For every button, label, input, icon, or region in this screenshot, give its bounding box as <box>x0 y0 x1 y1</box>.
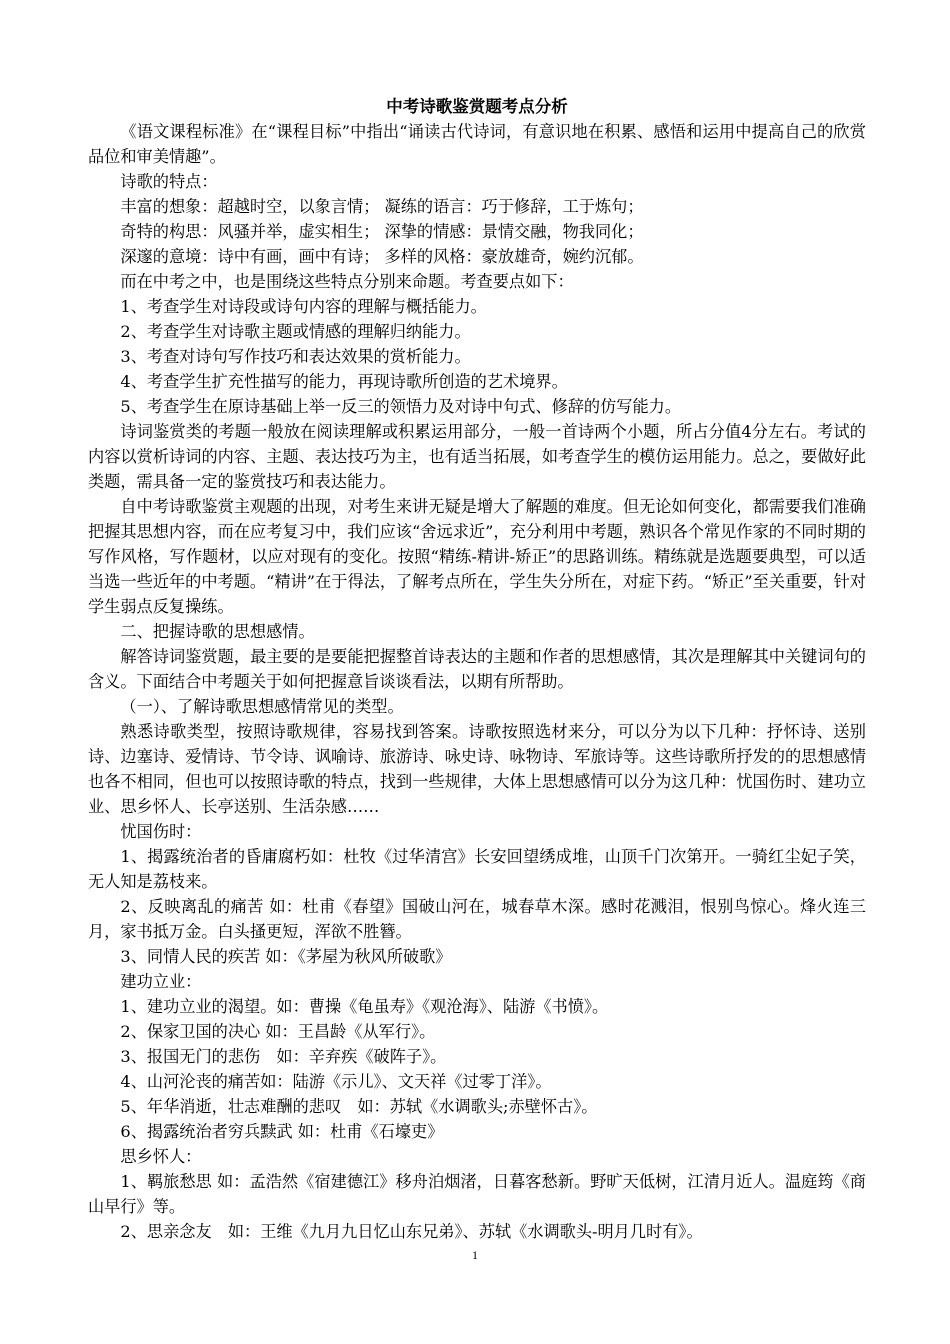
paragraph: 1、揭露统治者的昏庸腐朽如：杜牧《过华清宫》长安回望绣成堆，山顶千门次第开。一骑红尘妃子笑，无人知是荔枝来。 <box>88 847 866 891</box>
paragraph-list <box>88 119 866 1244</box>
paragraph: 二、把握诗歌的思想感情。 <box>120 622 315 641</box>
paragraph: 3、考查对诗句写作技巧和表达效果的赏析能力。 <box>120 347 471 366</box>
paragraph: 建功立业： <box>120 972 202 991</box>
paragraph: 4、考查学生扩充性描写的能力，再现诗歌所创造的艺术境界。 <box>120 372 568 391</box>
paragraph: 忧国伤时： <box>120 822 202 841</box>
paragraph: 《语文课程标准》在“课程目标”中指出“诵读古代诗词，有意识地在积累、感悟和运用中提高自己的欣赏品位和审美情趣”。 <box>88 122 866 166</box>
paragraph: 5、考查学生在原诗基础上举一反三的领悟力及对诗中句式、修辞的仿写能力。 <box>120 397 682 416</box>
page-number: 1 <box>472 1248 478 1262</box>
paragraph: 1、考查学生对诗段或诗句内容的理解与概括能力。 <box>120 297 487 316</box>
paragraph: 6、揭露统治者穷兵黩武 如：杜甫《石壕吏》 <box>120 1122 444 1141</box>
paragraph: 4、山河沦丧的痛苦如：陆游《示儿》、文天祥《过零丁洋》。 <box>120 1072 552 1091</box>
paragraph: 1、建功立业的渴望。如：曹操《龟虽寿》《观沧海》、陆游《书愤》。 <box>120 997 609 1016</box>
paragraph: 诗歌的特点： <box>120 172 218 191</box>
paragraph: 丰富的想象：超越时空，以象言情； 凝练的语言：巧于修辞，工于炼句； <box>120 197 644 216</box>
paragraph: 解答诗词鉴赏题，最主要的是要能把握整首诗表达的主题和作者的思想感情，其次是理解其中关键词句的含义。下面结合中考题关于如何把握意旨谈谈看法，以期有所帮助。 <box>88 647 866 691</box>
paragraph: 2、反映离乱的痛苦 如：杜甫《春望》国破山河在，城春草木深。感时花溅泪，恨别鸟惊心。烽火连三月，家书抵万金。白头搔更短，浑欲不胜簪。 <box>88 897 866 941</box>
document-body <box>88 94 866 1244</box>
paragraph: 深邃的意境：诗中有画，画中有诗； 多样的风格：豪放雄奇，婉约沉郁。 <box>120 247 644 266</box>
paragraph: 5、年华消逝，壮志难酬的悲叹 如：苏轼《水调歌头;赤壁怀古》。 <box>120 1097 598 1116</box>
paragraph: 思乡怀人： <box>120 1147 202 1166</box>
paragraph: 1、羁旅愁思 如：孟浩然《宿建德江》移舟泊烟渚，日暮客愁新。野旷天低树，江清月近人。温庭筠《商山早行》等。 <box>88 1172 866 1216</box>
paragraph: 奇特的构思：风骚并举，虚实相生； 深挚的情感：景情交融，物我同化； <box>120 222 644 241</box>
paragraph: 2、思亲念友 如：王维《九月九日忆山东兄弟》、苏轼《水调歌头-明月几时有》。 <box>120 1222 703 1241</box>
paragraph: 3、报国无门的悲伤 如：辛弃疾《破阵子》。 <box>120 1047 447 1066</box>
paragraph: 2、考查学生对诗歌主题或情感的理解归纳能力。 <box>120 322 471 341</box>
paragraph: 3、同情人民的疾苦 如：《茅屋为秋风所破歌》 <box>120 947 452 966</box>
paragraph: （一）、了解诗歌思想感情常见的类型。 <box>120 697 404 716</box>
paragraph: 诗词鉴赏类的考题一般放在阅读理解或积累运用部分，一般一首诗两个小题，所占分值4分左右。考试的内容以赏析诗词的内容、主题、表达技巧为主，也有适当拓展，如考查学生的模仿运用能力。总之，要做好此类题，需具备一定的鉴赏技巧和表达能力。 <box>88 422 866 491</box>
paragraph: 2、保家卫国的决心 如：王昌龄《从军行》。 <box>120 1022 436 1041</box>
document-title: 中考诗歌鉴赏题考点分析 <box>386 97 568 116</box>
paragraph: 而在中考之中，也是围绕这些特点分别来命题。考查要点如下： <box>120 272 574 291</box>
paragraph: 自中考诗歌鉴赏主观题的出现，对考生来讲无疑是增大了解题的难度。但无论如何变化，都需要我们准确把握其思想内容，而在应考复习中，我们应该“舍远求近”，充分利用中考题，熟识各个常见作家的不同时期的写作风格，写作题材，以应对现有的变化。按照“精练-精讲-矫正”的思路训练。精练就是选题要典型，可以适当选一些近年的中考题。“精讲”在于得法，了解考点所在，学生失分所在，对症下药。“矫正”至关重要，针对学生弱点反复操练。 <box>88 497 866 616</box>
paragraph: 熟悉诗歌类型，按照诗歌规律，容易找到答案。诗歌按照选材来分，可以分为以下几种：抒怀诗、送别诗、边塞诗、爱情诗、节令诗、讽喻诗、旅游诗、咏史诗、咏物诗、军旅诗等。这些诗歌所抒发的的思想感情也各不相同，但也可以按照诗歌的特点，找到一些规律，大体上思想感情可以分为这几种：忧国伤时、建功立业、思乡怀人、长亭送别、生活杂感…… <box>88 722 866 816</box>
